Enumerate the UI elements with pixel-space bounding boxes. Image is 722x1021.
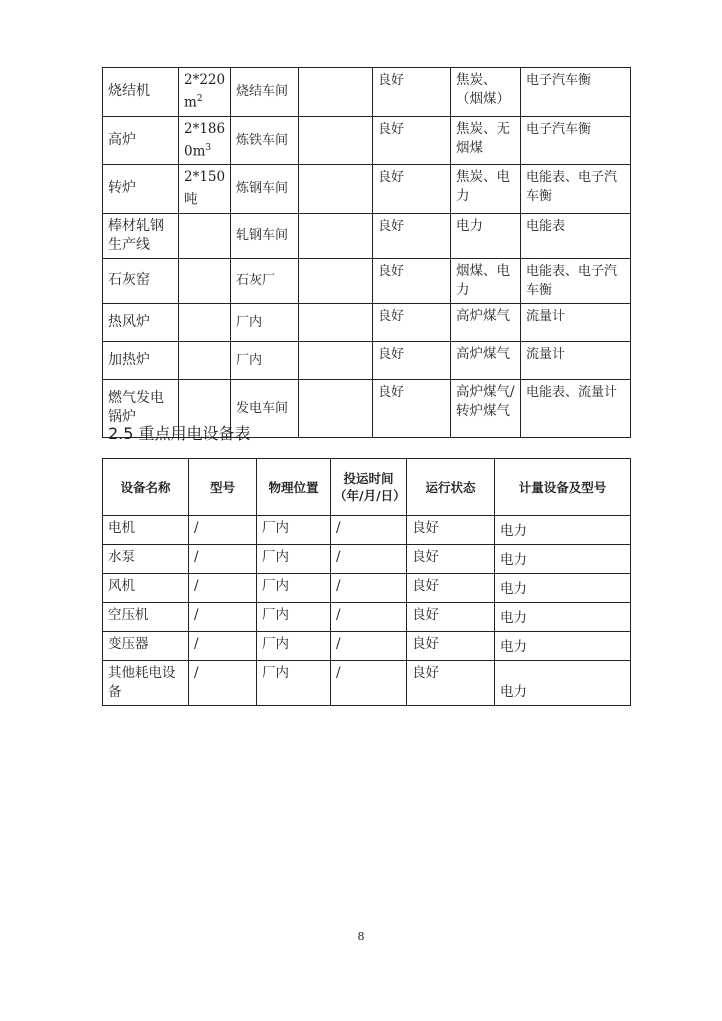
- header-location: 物理位置: [257, 459, 331, 516]
- model-cell: /: [189, 574, 257, 603]
- blank-cell: [299, 213, 373, 258]
- status-cell: 良好: [407, 661, 495, 706]
- table-row: [103, 545, 631, 574]
- meter-cell: 电能表、电子汽车衡: [521, 258, 631, 303]
- table-header-row: [103, 459, 631, 516]
- equipment-name-cell: 其他耗电设备: [103, 661, 189, 706]
- spec-cell: [179, 303, 231, 341]
- status-cell: 良好: [407, 574, 495, 603]
- commission-date-cell: /: [331, 574, 407, 603]
- model-cell: /: [189, 603, 257, 632]
- status-cell: 良好: [373, 341, 451, 379]
- meter-cell: 电子汽车衡: [521, 68, 631, 117]
- meter-cell: 电能表、流量计: [521, 379, 631, 437]
- energy-type-cell: 高炉煤气/转炉煤气: [451, 379, 521, 437]
- equipment-name-cell: 风机: [103, 574, 189, 603]
- workshop-cell: 厂内: [231, 341, 299, 379]
- workshop-cell: 轧钢车间: [231, 213, 299, 258]
- blank-cell: [299, 165, 373, 214]
- commission-date-cell: /: [331, 603, 407, 632]
- spec-main: 2*220: [184, 72, 226, 88]
- metering-cell: 电力: [495, 632, 631, 661]
- location-cell: 厂内: [257, 545, 331, 574]
- equipment-name-cell: 转炉: [103, 165, 179, 214]
- metering-cell: 电力: [495, 603, 631, 632]
- meter-cell: 流量计: [521, 341, 631, 379]
- table-row: [103, 303, 631, 341]
- table-row: [103, 516, 631, 545]
- equipment-name-cell: 石灰窑: [103, 258, 179, 303]
- table-row: [103, 661, 631, 706]
- location-cell: 厂内: [257, 661, 331, 706]
- workshop-cell: 发电车间: [231, 379, 299, 437]
- equipment-name-cell: 烧结机: [103, 68, 179, 117]
- table-row: [103, 341, 631, 379]
- blank-cell: [299, 303, 373, 341]
- blank-cell: [299, 68, 373, 117]
- equipment-name-cell: 燃气发电锅炉: [103, 379, 179, 437]
- metering-cell: 电力: [495, 574, 631, 603]
- workshop-cell: 厂内: [231, 303, 299, 341]
- spec-main: 2*150: [184, 169, 226, 185]
- blank-cell: [299, 116, 373, 165]
- model-cell: /: [189, 632, 257, 661]
- model-cell: /: [189, 516, 257, 545]
- spec-cell: [179, 165, 231, 214]
- blank-cell: [299, 379, 373, 437]
- status-cell: 良好: [407, 632, 495, 661]
- header-equipment-name: 设备名称: [103, 459, 189, 516]
- meter-cell: 电能表、电子汽车衡: [521, 165, 631, 214]
- table-row: [103, 213, 631, 258]
- table-row: [103, 258, 631, 303]
- equipment-name-cell: 热风炉: [103, 303, 179, 341]
- spec-cell: [179, 258, 231, 303]
- energy-type-cell: 烟煤、电力: [451, 258, 521, 303]
- metering-cell: 电力: [495, 545, 631, 574]
- commission-date-cell: /: [331, 516, 407, 545]
- section-heading: 2.5 重点用电设备表: [108, 424, 251, 443]
- status-cell: 良好: [407, 545, 495, 574]
- table-row: [103, 574, 631, 603]
- spec-unit: 吨: [184, 191, 198, 208]
- spec-superscript: 2: [196, 94, 203, 104]
- table-row: [103, 165, 631, 214]
- spec-cell: [179, 68, 231, 117]
- status-cell: 良好: [373, 165, 451, 214]
- meter-cell: 电能表: [521, 213, 631, 258]
- equipment-name-cell: 水泵: [103, 545, 189, 574]
- status-cell: 良好: [373, 213, 451, 258]
- workshop-cell: 炼钢车间: [231, 165, 299, 214]
- page-number: 8: [357, 930, 365, 943]
- commission-date-cell: /: [331, 661, 407, 706]
- blank-cell: [299, 341, 373, 379]
- equipment-name-cell: 加热炉: [103, 341, 179, 379]
- energy-type-cell: 焦炭、（烟煤）: [451, 68, 521, 117]
- energy-type-cell: 高炉煤气: [451, 341, 521, 379]
- energy-type-cell: 焦炭、电力: [451, 165, 521, 214]
- equipment-name-cell: 空压机: [103, 603, 189, 632]
- equipment-name-cell: 高炉: [103, 116, 179, 165]
- table-row: [103, 68, 631, 117]
- commission-date-cell: /: [331, 545, 407, 574]
- location-cell: 厂内: [257, 574, 331, 603]
- metering-cell: 电力: [495, 516, 631, 545]
- table-row: [103, 632, 631, 661]
- header-commission-date: 投运时间（年/月/日）: [331, 459, 407, 516]
- status-cell: 良好: [407, 603, 495, 632]
- header-metering: 计量设备及型号: [495, 459, 631, 516]
- meter-cell: 流量计: [521, 303, 631, 341]
- status-cell: 良好: [373, 303, 451, 341]
- energy-type-cell: 电力: [451, 213, 521, 258]
- status-cell: 良好: [373, 258, 451, 303]
- location-cell: 厂内: [257, 603, 331, 632]
- meter-cell: 电子汽车衡: [521, 116, 631, 165]
- header-status: 运行状态: [407, 459, 495, 516]
- equipment-name-cell: 棒材轧钢生产线: [103, 213, 179, 258]
- header-model: 型号: [189, 459, 257, 516]
- workshop-cell: 炼铁车间: [231, 116, 299, 165]
- status-cell: 良好: [373, 116, 451, 165]
- spec-cell: [179, 341, 231, 379]
- status-cell: 良好: [407, 516, 495, 545]
- table-row: [103, 116, 631, 165]
- model-cell: /: [189, 545, 257, 574]
- spec-main: 2*186: [184, 120, 226, 137]
- energy-type-cell: 高炉煤气: [451, 303, 521, 341]
- spec-superscript: 3: [205, 142, 212, 153]
- spec-cell: [179, 116, 231, 165]
- status-cell: 良好: [373, 68, 451, 117]
- spec-unit: 0m: [184, 143, 206, 159]
- spec-unit: m: [184, 94, 197, 111]
- energy-type-cell: 焦炭、无烟煤: [451, 116, 521, 165]
- metering-cell: 电力: [495, 661, 631, 706]
- location-cell: 厂内: [257, 516, 331, 545]
- workshop-cell: 烧结车间: [231, 68, 299, 117]
- commission-date-cell: /: [331, 632, 407, 661]
- energy-equipment-table: [102, 67, 631, 438]
- blank-cell: [299, 258, 373, 303]
- workshop-cell: 石灰厂: [231, 258, 299, 303]
- model-cell: /: [189, 661, 257, 706]
- power-equipment-table: [102, 458, 631, 706]
- location-cell: 厂内: [257, 632, 331, 661]
- equipment-name-cell: 电机: [103, 516, 189, 545]
- equipment-name-cell: 变压器: [103, 632, 189, 661]
- table-row: [103, 603, 631, 632]
- spec-cell: [179, 213, 231, 258]
- status-cell: 良好: [373, 379, 451, 437]
